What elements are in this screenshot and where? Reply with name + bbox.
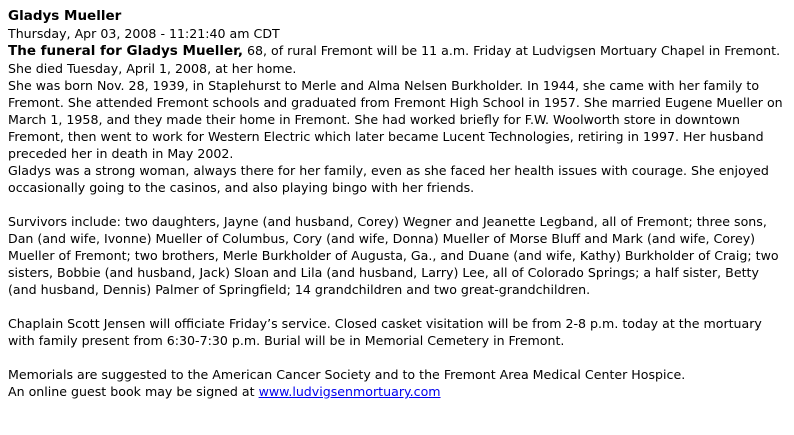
paragraph-spacer xyxy=(8,349,786,366)
paragraph-spacer xyxy=(8,196,786,213)
biography-paragraph: She was born Nov. 28, 1939, in Staplehurst to Merle and Alma Nelsen Burkholder. In 1944, she came with her family to Fremont. She attended Fremont schools and graduated from Fremont High School in 1957. She married Eugene Mueller on March 1, 1958, and they made their home in Fremont. She had worked briefly for F.W. Woolworth store in downtown Fremont, then went to work for Western Electric which later became Lucent Technologies, retiring in 1997. Her husband preceded her in death in May 2002. xyxy=(8,78,783,161)
lead-rest-text: 68, of rural Fremont will be 11 a.m. Friday at Ludvigsen Mortuary Chapel in Fremont. xyxy=(242,43,781,58)
paragraph-spacer xyxy=(8,298,786,315)
guestbook-paragraph xyxy=(8,383,786,400)
lead-bold-name: The funeral for Gladys Mueller, xyxy=(8,43,243,59)
memorials-paragraph: Memorials are suggested to the American Cancer Society and to the Fremont Area Medical Center Hospice. xyxy=(8,367,686,382)
obituary-title: Gladys Mueller xyxy=(8,8,122,24)
death-paragraph: She died Tuesday, April 1, 2008, at her home. xyxy=(8,61,297,76)
service-paragraph: Chaplain Scott Jensen will officiate Friday’s service. Closed casket visitation will be from 2-8 p.m. today at the mortuary with family present from 6:30-7:30 p.m. Burial will be in Memorial Cemetery in Fremont. xyxy=(8,316,762,348)
character-paragraph: Gladys was a strong woman, always there for her family, even as she faced her health issues with courage. She enjoyed occasionally going to the casinos, and also playing bingo with her friends. xyxy=(8,163,769,195)
guestbook-prefix-text: An online guest book may be signed at xyxy=(8,384,259,399)
lead-paragraph xyxy=(8,42,786,60)
survivors-paragraph: Survivors include: two daughters, Jayne (and husband, Corey) Wegner and Jeanette Legband, all of Fremont; three sons, Dan (and wife, Ivonne) Mueller of Columbus, Cory (and wife, Donna) Mueller of Morse Bluff and Mark (and wife, Corey) Mueller of Fremont; two brothers, Merle Burkholder of Augusta, Ga., and Duane (and wife, Kathy) Burkholder of Craig; two sisters, Bobbie (and husband, Jack) Sloan and Lila (and husband, Larry) Lee, all of Colorado Springs; a half sister, Betty (and husband, Dennis) Palmer of Springfield; 14 grandchildren and two great-grandchildren. xyxy=(8,214,779,297)
mortuary-website-link[interactable]: www.ludvigsenmortuary.com xyxy=(258,384,441,399)
publish-dateline: Thursday, Apr 03, 2008 - 11:21:40 am CDT xyxy=(8,26,280,41)
